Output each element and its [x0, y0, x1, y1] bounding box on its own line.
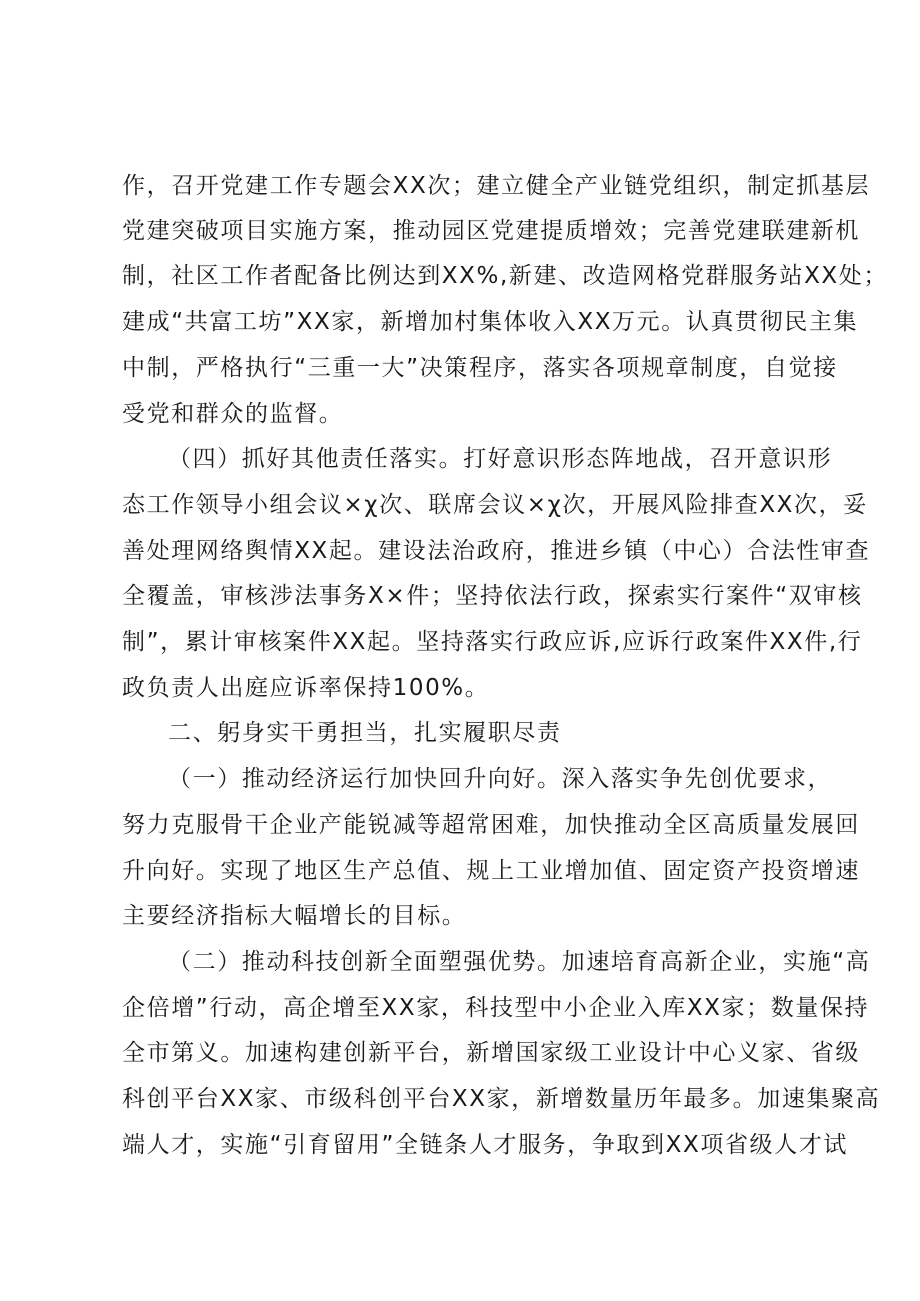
paragraph-line: 全市第义。加速构建创新平台，新增国家级工业设计中心义家、省级: [122, 1040, 860, 1066]
paragraph-line: 态工作领导小组会议×χ次、联席会议×χ次，开展风险排查XX次，妥: [122, 492, 868, 518]
paragraph-line: 主要经济指标大幅增长的目标。: [122, 903, 467, 929]
paragraph-line: 受党和群众的监督。: [122, 401, 344, 427]
paragraph-line: 建成“共富工坊”XX家，新增加村集体收入XX万元。认真贯彻民主集: [122, 309, 859, 335]
paragraph-line: 党建突破项目实施方案，推动园区党建提质增效；完善党建联建新机: [122, 218, 860, 244]
paragraph-line: 企倍增”行动，高企增至XX家，科技型中小企业入库XX家；数量保持: [122, 995, 870, 1021]
paragraph-line: （二）推动科技创新全面塑强优势。加速培育高新企业，实施“高: [168, 949, 871, 975]
paragraph-line: 善处理网络舆情XX起。建设法治政府，推进乡镇（中心）合法性审查: [122, 538, 871, 564]
paragraph-line: 作，召开党建工作专题会XX次；建立健全产业链党组织，制定抓基层: [122, 173, 871, 199]
paragraph-line: 努力克服骨干企业产能锐减等超常困难，加快推动全区高质量发展回: [122, 812, 860, 838]
paragraph-line: 端人才，实施“引育留用”全链条人才服务，争取到XX项省级人才试: [122, 1132, 848, 1158]
paragraph-line: 制”，累计审核案件XX起。坚持落实行政应诉,应诉行政案件XX件,行: [122, 629, 863, 655]
paragraph-line: （四）抓好其他责任落实。打好意识形态阵地战，召开意识形: [168, 446, 833, 472]
paragraph-line: 升向好。实现了地区生产总值、规上工业增加值、固定资产投资增速: [122, 858, 860, 884]
paragraph-line: 制，社区工作者配备比例达到XX%,新建、改造网格党群服务站XX处；: [122, 263, 888, 289]
paragraph-line: 全覆盖，审核涉法事务X×件；坚持依法行政，探索实行案件“双审核: [122, 583, 863, 609]
paragraph-line: 政负责人出庭应诉率保持100%。: [122, 675, 490, 701]
section-heading: 二、躬身实干勇担当，扎实履职尽责: [168, 720, 562, 746]
paragraph-line: （一）推动经济运行加快回升向好。深入落实争先创优要求，: [168, 766, 833, 792]
paragraph-line: 中制，严格执行“三重一大”决策程序，落实各项规章制度，自觉接: [122, 355, 838, 381]
paragraph-line: 科创平台XX家、市级科创平台XX家，新增数量历年最多。加速集聚高: [122, 1086, 881, 1112]
